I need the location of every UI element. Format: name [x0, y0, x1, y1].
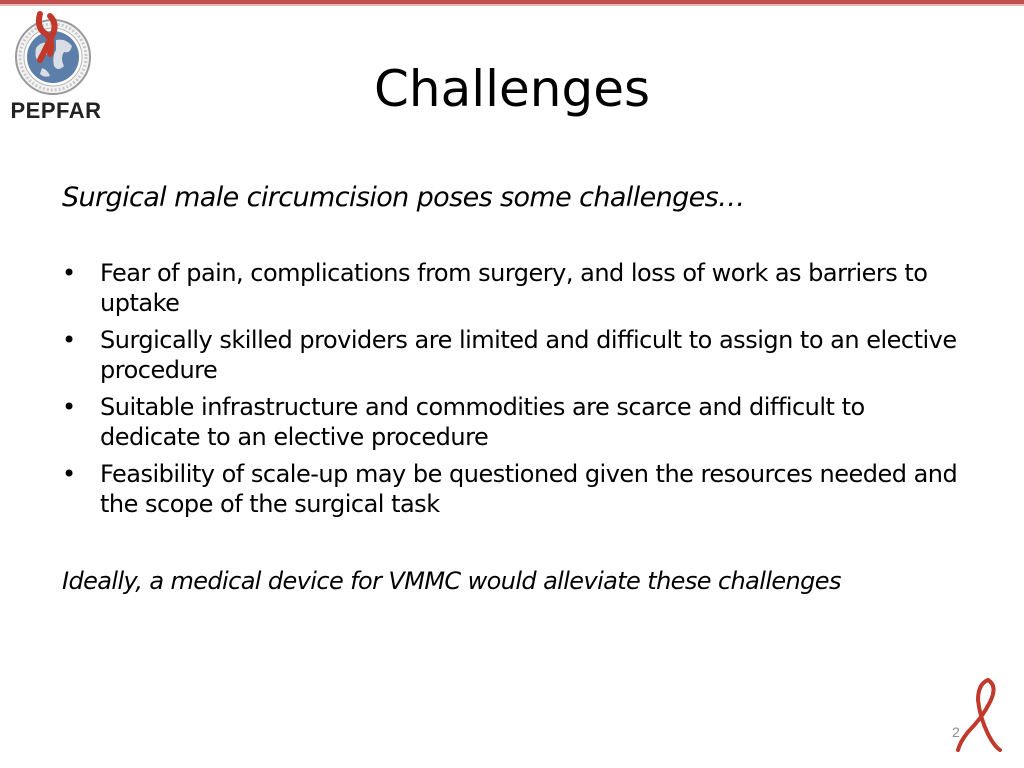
logo-wordmark: PEPFAR [10, 98, 102, 123]
bullet-marker: • [62, 259, 76, 287]
closing-text: Ideally, a medical device for VMMC would alleviate these challenges [62, 567, 841, 595]
bullet-text: Suitable infrastructure and commodities are scarce and difficult to dedicate to an elective procedure [100, 393, 865, 451]
list-item [62, 258, 962, 318]
page-number: 2 [952, 724, 960, 740]
bullet-text: Fear of pain, complications from surgery, and loss of work as barriers to uptake [100, 259, 928, 317]
bullet-text: Surgically skilled providers are limited and difficult to assign to an elective procedure [100, 326, 957, 384]
list-item [62, 459, 962, 519]
intro-text: Surgical male circumcision poses some challenges… [62, 182, 745, 213]
list-item [62, 325, 962, 385]
red-ribbon-icon [938, 676, 1008, 756]
bullet-marker: • [62, 326, 76, 354]
slide-title: Challenges [373, 60, 651, 118]
top-accent-bar-shadow [0, 4, 1024, 6]
list-item [62, 392, 962, 452]
bullet-list [62, 258, 962, 526]
bullet-text: Feasibility of scale-up may be questioned given the resources needed and the scope of the surgical task [100, 460, 958, 518]
bullet-marker: • [62, 393, 76, 421]
bullet-marker: • [62, 460, 76, 488]
